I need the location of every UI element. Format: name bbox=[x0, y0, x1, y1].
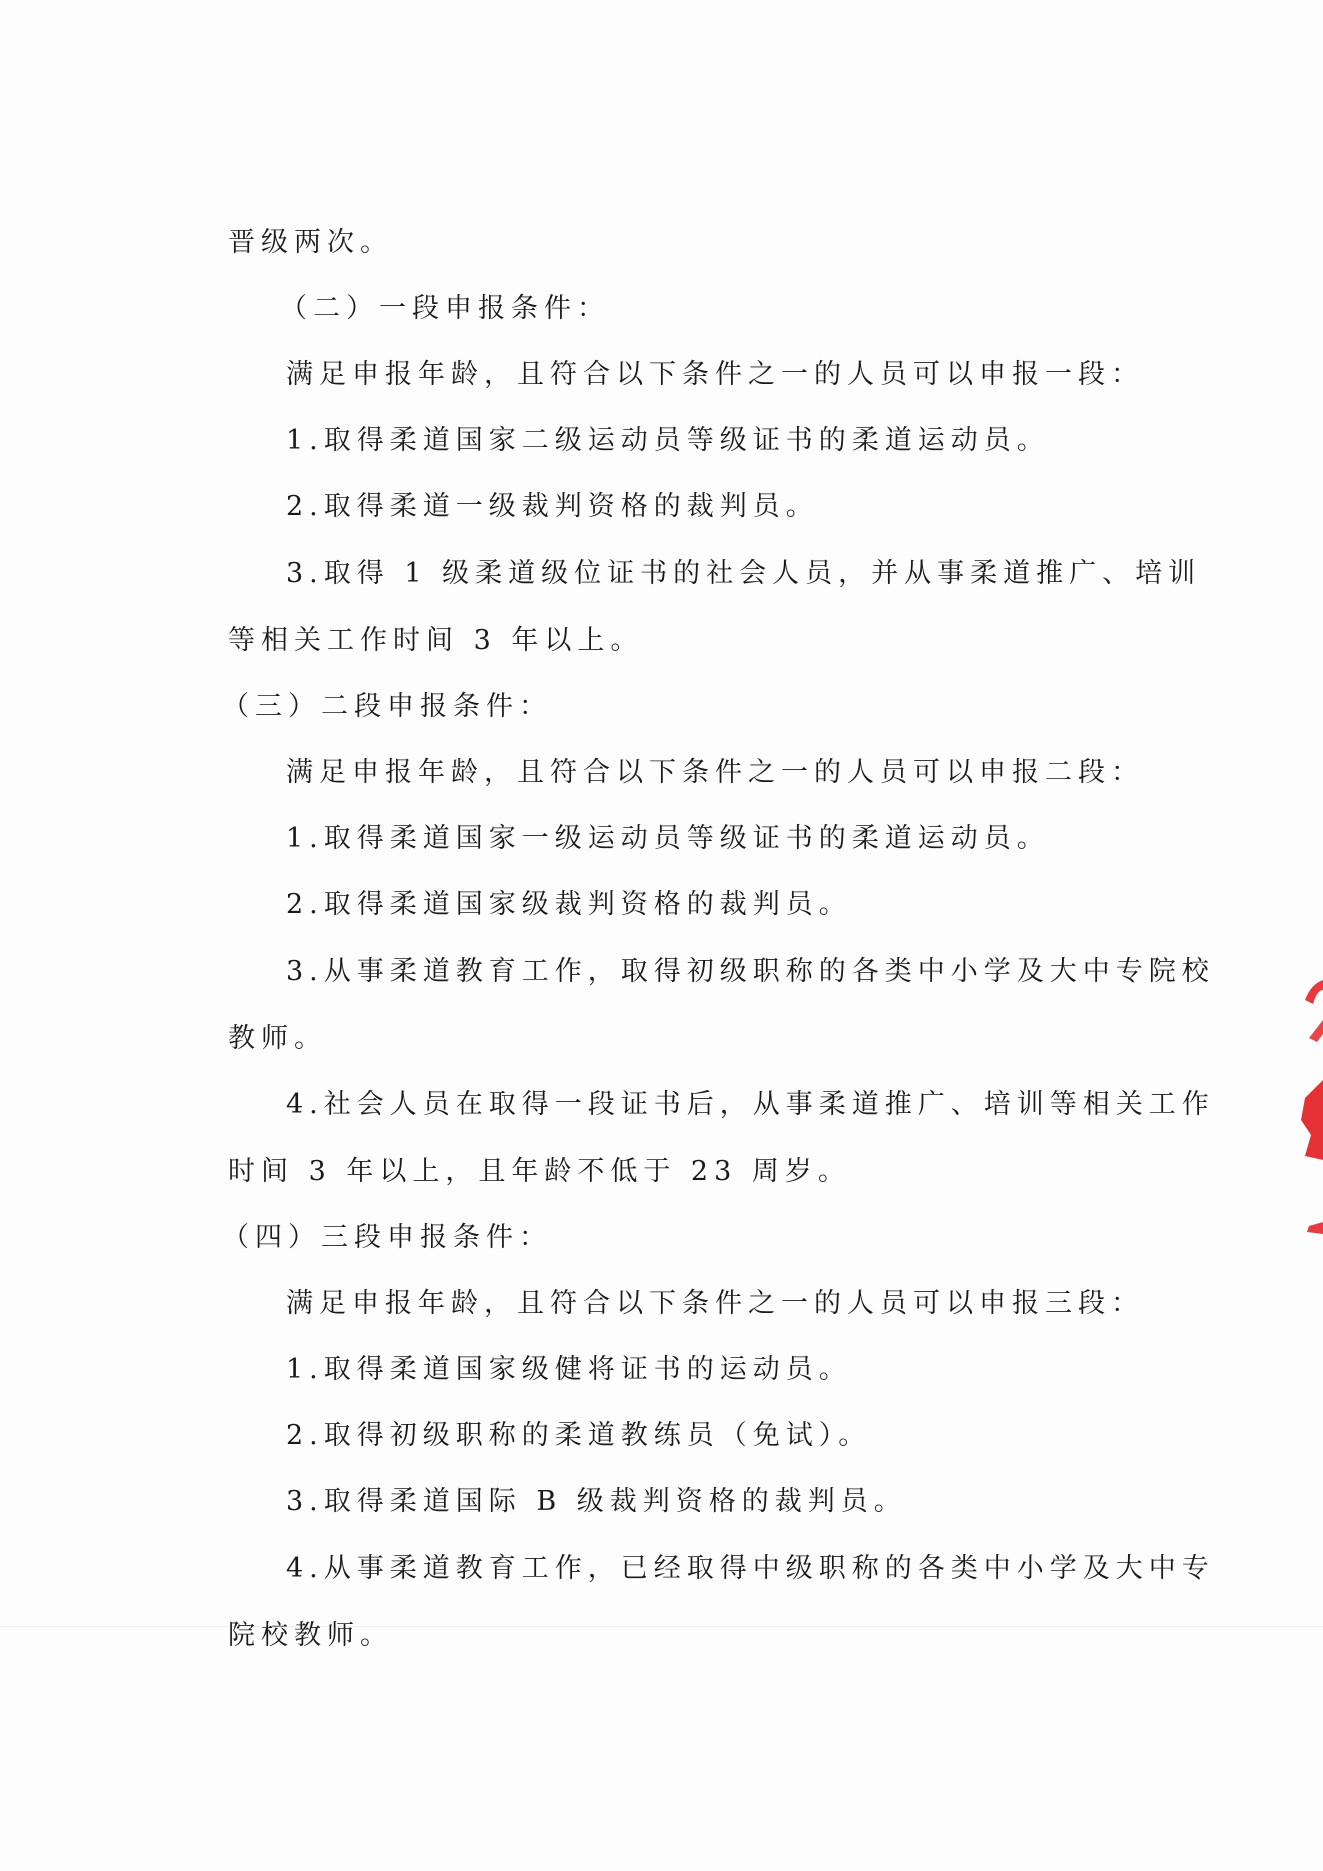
text-line-7: 等相关工作时间 3 年以上。 bbox=[228, 625, 644, 656]
text-line-4: 1.取得柔道国家二级运动员等级证书的柔道运动员。 bbox=[286, 425, 1050, 456]
scan-artifact bbox=[0, 1626, 1323, 1627]
text-line-3: 满足申报年龄，且符合以下条件之一的人员可以申报一段： bbox=[286, 359, 1144, 390]
text-line-21: 4.从事柔道教育工作，已经取得中级职称的各类中小学及大中专 bbox=[286, 1553, 1215, 1584]
section-heading-3: （三）二段申报条件： bbox=[222, 691, 552, 722]
seal-stamp-fragment bbox=[1283, 960, 1323, 1250]
text-line-5: 2.取得柔道一级裁判资格的裁判员。 bbox=[286, 491, 819, 522]
text-line-12: 3.从事柔道教育工作，取得初级职称的各类中小学及大中专院校 bbox=[286, 956, 1215, 987]
text-line-9: 满足申报年龄，且符合以下条件之一的人员可以申报二段： bbox=[286, 757, 1144, 788]
text-line-22: 院校教师。 bbox=[228, 1620, 393, 1651]
text-line-14: 4.社会人员在取得一段证书后，从事柔道推广、培训等相关工作 bbox=[286, 1089, 1215, 1120]
text-line-13: 教师。 bbox=[228, 1023, 327, 1054]
text-line-15: 时间 3 年以上，且年龄不低于 23 周岁。 bbox=[228, 1156, 851, 1187]
section-heading-2: （二）一段申报条件： bbox=[280, 293, 610, 324]
text-line-18: 1.取得柔道国家级健将证书的运动员。 bbox=[286, 1354, 852, 1385]
section-heading-4: （四）三段申报条件： bbox=[222, 1222, 552, 1253]
text-line-17: 满足申报年龄，且符合以下条件之一的人员可以申报三段： bbox=[286, 1288, 1144, 1319]
text-line-10: 1.取得柔道国家一级运动员等级证书的柔道运动员。 bbox=[286, 823, 1050, 854]
text-line-11: 2.取得柔道国家级裁判资格的裁判员。 bbox=[286, 889, 852, 920]
text-line-6: 3.取得 1 级柔道级位证书的社会人员，并从事柔道推广、培训 bbox=[286, 558, 1202, 589]
text-line-19: 2.取得初级职称的柔道教练员（免试）。 bbox=[286, 1420, 872, 1451]
text-line-20: 3.取得柔道国际 B 级裁判资格的裁判员。 bbox=[286, 1486, 907, 1517]
text-line-1: 晋级两次。 bbox=[228, 227, 393, 258]
